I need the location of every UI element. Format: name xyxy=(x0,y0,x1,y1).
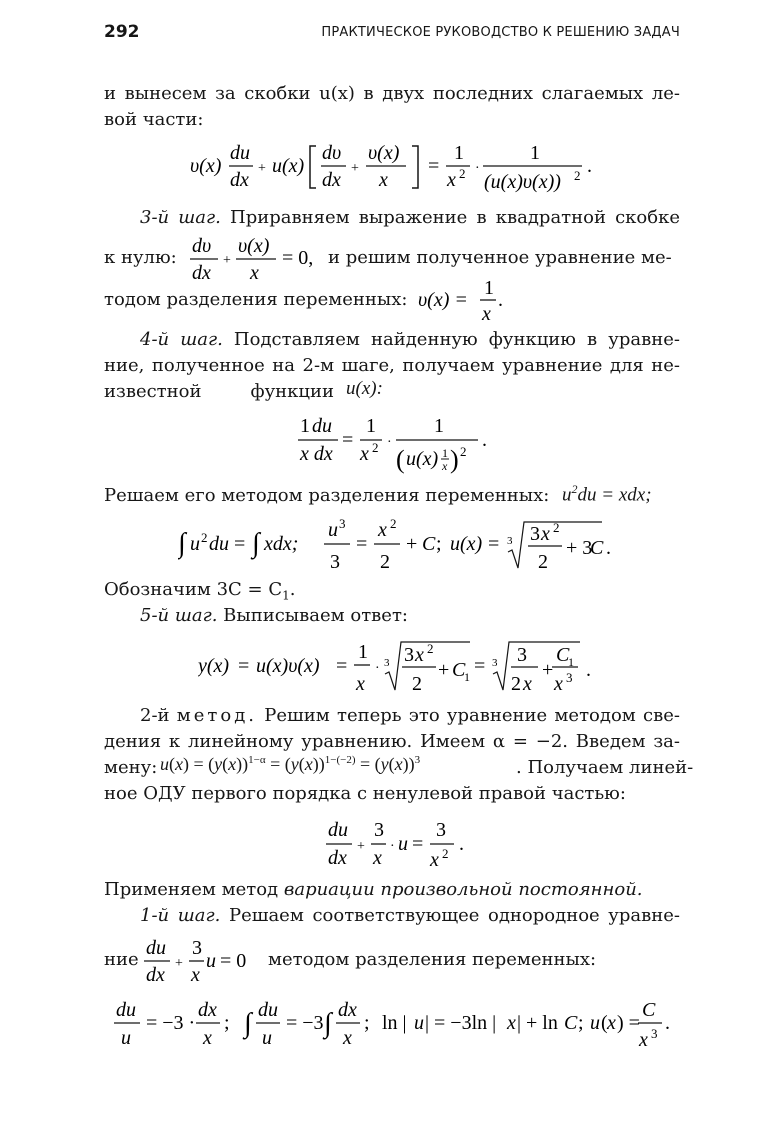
svg-text:dx: dx xyxy=(328,847,347,869)
svg-text:x: x xyxy=(378,519,387,541)
svg-text:dx: dx xyxy=(230,169,249,191)
svg-text:dυ: dυ xyxy=(192,235,212,257)
svg-text:x: x xyxy=(541,523,550,545)
svg-text:=: = xyxy=(234,533,246,555)
text-line: Решаем его методом разделения переменных: xyxy=(104,485,550,506)
svg-text:x: x xyxy=(373,847,382,869)
svg-text:+: + xyxy=(258,161,266,176)
svg-text:du: du xyxy=(312,415,332,437)
svg-text:2: 2 xyxy=(442,846,449,861)
svg-text:= 0: = 0 xyxy=(220,950,247,972)
text-line: известной функции xyxy=(104,381,334,402)
svg-text:1: 1 xyxy=(484,277,494,299)
svg-text:υ(x) =: υ(x) = xyxy=(418,289,468,311)
svg-text:C: C xyxy=(564,1012,578,1034)
svg-text:+: + xyxy=(357,839,365,854)
formula-v-solution xyxy=(418,276,518,326)
step-label: 4-й шаг. xyxy=(140,329,223,350)
formula-separation xyxy=(112,994,672,1056)
svg-text:;: ; xyxy=(578,1012,584,1034)
running-title: ПРАКТИЧЕСКОЕ РУКОВОДСТВО К РЕШЕНИЮ ЗАДАЧ xyxy=(321,25,680,40)
svg-text:u(x): u(x) xyxy=(406,448,439,470)
svg-text:υ(x): υ(x) xyxy=(368,142,400,164)
svg-text:=: = xyxy=(238,655,250,677)
svg-text:·: · xyxy=(475,161,480,176)
text-line: 4-й шаг. Подставляем найденную функцию в уравне- xyxy=(140,329,680,350)
svg-text:+: + xyxy=(175,956,183,971)
svg-text:u: u xyxy=(398,833,408,855)
svg-text:·: · xyxy=(375,661,380,676)
svg-text:x: x xyxy=(430,849,439,871)
svg-text:u: u xyxy=(328,519,338,541)
svg-text:2: 2 xyxy=(372,440,379,455)
svg-text:= −3 ·: = −3 · xyxy=(146,1012,196,1034)
text-line: методом разделения переменных: xyxy=(268,949,597,970)
svg-text:du: du xyxy=(258,999,278,1021)
svg-text:x: x xyxy=(639,1029,648,1051)
svg-text:y(x): y(x) xyxy=(198,655,230,677)
svg-text:=: = xyxy=(342,429,354,451)
svg-text:2: 2 xyxy=(538,551,548,573)
text-line: 1-й шаг. Решаем соответствующее однородное уравне- xyxy=(140,905,680,926)
svg-text:C: C xyxy=(452,659,466,681)
text-line: Применяем метод вариации произвольной постоянной. xyxy=(104,879,643,900)
svg-text:x: x xyxy=(523,673,532,695)
svg-text:=: = xyxy=(336,655,348,677)
svg-text:| + ln: | + ln xyxy=(517,1012,558,1034)
svg-text:x: x xyxy=(507,1012,516,1034)
svg-text:dx: dx xyxy=(146,964,165,986)
svg-text:u(x): u(x) xyxy=(272,155,305,177)
svg-text:x: x xyxy=(356,673,365,695)
svg-text:2: 2 xyxy=(412,673,422,695)
svg-text:2: 2 xyxy=(459,166,466,181)
svg-text:3: 3 xyxy=(192,937,202,959)
svg-text:dx: dx xyxy=(198,999,217,1021)
svg-text:) =: ) = xyxy=(617,1012,640,1034)
svg-text:∫: ∫ xyxy=(324,1008,332,1039)
svg-text:C: C xyxy=(590,537,604,559)
svg-text:x: x xyxy=(343,1027,352,1049)
svg-text:.: . xyxy=(587,155,592,177)
svg-text:3: 3 xyxy=(517,644,527,666)
formula-u-equation xyxy=(296,410,506,480)
svg-text:| = −3ln |: | = −3ln | xyxy=(425,1012,497,1034)
svg-text:3: 3 xyxy=(436,819,446,841)
text-line: 3-й шаг. Приравняем выражение в квадратной скобке xyxy=(140,207,681,228)
svg-text:2: 2 xyxy=(553,520,560,535)
text-line: тодом разделения переменных: xyxy=(104,289,408,310)
svg-text:.: . xyxy=(482,429,487,451)
svg-text:C: C xyxy=(642,999,656,1021)
svg-text:3: 3 xyxy=(384,657,390,669)
svg-text:u: u xyxy=(190,533,200,555)
svg-text:2: 2 xyxy=(201,530,208,545)
svg-text:1: 1 xyxy=(568,655,574,669)
svg-text:+ 3: + 3 xyxy=(566,537,593,559)
svg-text:x: x xyxy=(415,644,424,666)
svg-text:dx: dx xyxy=(192,262,211,284)
svg-text:2: 2 xyxy=(380,551,390,573)
svg-text:x: x xyxy=(379,169,388,191)
text-line: ние, полученное на 2-м шаге, получаем уравнение для не- xyxy=(104,355,680,376)
text-line: ное ОДУ первого порядка с ненулевой правой частью: xyxy=(104,783,626,804)
inline-formula: u(x): xyxy=(346,378,383,399)
step-label: 3-й шаг. xyxy=(140,207,221,228)
svg-text:∫: ∫ xyxy=(178,528,186,559)
svg-text:u(x)υ(x): u(x)υ(x) xyxy=(256,655,320,677)
svg-text:;: ; xyxy=(364,1012,370,1034)
formula-homogeneous xyxy=(144,934,264,988)
svg-text:(: ( xyxy=(601,1012,608,1034)
svg-text:xdx;: xdx; xyxy=(264,533,299,555)
formula-linear-ode xyxy=(324,816,484,876)
svg-text:du: du xyxy=(146,937,166,959)
svg-text:x: x xyxy=(482,303,491,325)
text-line: . Получаем линей- xyxy=(516,757,694,778)
svg-text:3: 3 xyxy=(651,1026,658,1041)
svg-text:(u(x)υ(x)): (u(x)υ(x)) xyxy=(484,171,561,193)
svg-text:.: . xyxy=(586,659,591,681)
svg-text:∫: ∫ xyxy=(244,1008,252,1039)
svg-text:3: 3 xyxy=(530,523,540,545)
svg-text:2: 2 xyxy=(460,444,467,459)
svg-text:x: x xyxy=(447,169,456,191)
text-line: 5-й шаг. Выписываем ответ: xyxy=(140,605,408,626)
svg-text:1: 1 xyxy=(434,415,444,437)
text-line: 2-й метод. Решим теперь это уравнение методом све- xyxy=(140,705,680,726)
svg-text:): ) xyxy=(450,445,459,474)
svg-text:x: x xyxy=(250,262,259,284)
svg-text:;: ; xyxy=(436,533,442,555)
svg-text:x dx: x dx xyxy=(300,443,333,465)
svg-text:= −3: = −3 xyxy=(286,1012,324,1034)
svg-text:∫: ∫ xyxy=(252,528,260,559)
svg-text:u: u xyxy=(590,1012,600,1034)
svg-text:1: 1 xyxy=(366,415,376,437)
svg-text:du: du xyxy=(116,999,136,1021)
svg-text:ln |: ln | xyxy=(382,1012,407,1034)
svg-text:du: du xyxy=(230,142,250,164)
svg-text:x: x xyxy=(442,459,448,473)
svg-text:dx: dx xyxy=(322,169,341,191)
svg-text:.: . xyxy=(665,1012,670,1034)
svg-text:x: x xyxy=(191,964,200,986)
svg-text:= 0,: = 0, xyxy=(282,247,314,269)
formula-bracket-equation xyxy=(190,138,610,200)
svg-text:1: 1 xyxy=(442,446,448,460)
svg-text:+: + xyxy=(542,659,554,681)
text-line: и решим полученное уравнение ме- xyxy=(328,247,672,268)
svg-text:·: · xyxy=(390,839,395,854)
page-number: 292 xyxy=(104,22,140,42)
svg-text:x: x xyxy=(360,443,369,465)
svg-text:+: + xyxy=(406,533,418,555)
text-line: Обозначим $3C = C_1$. xyxy=(104,579,296,603)
svg-text:3: 3 xyxy=(339,516,346,531)
svg-text:+: + xyxy=(438,659,450,681)
svg-text:=: = xyxy=(488,533,500,555)
svg-text:2: 2 xyxy=(574,168,581,183)
text-line: к нулю: xyxy=(104,247,177,268)
inline-formula: $u^2du$ = xdx; xyxy=(562,482,652,506)
svg-text:=: = xyxy=(474,655,486,677)
svg-text:2: 2 xyxy=(427,641,434,656)
svg-text:1: 1 xyxy=(454,142,464,164)
svg-text:1: 1 xyxy=(300,415,310,437)
text-line: ние xyxy=(104,949,139,970)
svg-text:3: 3 xyxy=(330,551,340,573)
text-line: вой части: xyxy=(104,109,204,130)
svg-text:+: + xyxy=(351,161,359,176)
svg-text:du: du xyxy=(209,533,229,555)
svg-text:.: . xyxy=(606,537,611,559)
svg-text:x: x xyxy=(607,1012,616,1034)
svg-text:3: 3 xyxy=(492,657,498,669)
svg-text:u: u xyxy=(262,1027,272,1049)
svg-text:2: 2 xyxy=(511,673,521,695)
svg-text:1: 1 xyxy=(358,641,368,663)
formula-zero-bracket xyxy=(186,232,326,286)
step-label: 1-й шаг. xyxy=(140,905,221,926)
text-line: мену: xyxy=(104,757,158,778)
svg-text:u: u xyxy=(206,950,216,972)
svg-text:3: 3 xyxy=(404,644,414,666)
svg-text:.: . xyxy=(459,833,464,855)
svg-text:1: 1 xyxy=(464,670,470,684)
svg-text:(: ( xyxy=(396,445,405,474)
svg-text:3: 3 xyxy=(374,819,384,841)
text-line: и вынесем за скобки u(x) в двух последних слагаемых ле- xyxy=(104,83,680,104)
step-label: 5-й шаг. xyxy=(140,605,218,626)
svg-text:=: = xyxy=(412,833,424,855)
svg-text:du: du xyxy=(328,819,348,841)
svg-text:;: ; xyxy=(224,1012,230,1034)
svg-text:3: 3 xyxy=(566,670,573,685)
svg-text:+: + xyxy=(223,253,231,268)
page-header xyxy=(104,22,680,50)
svg-text:dx: dx xyxy=(338,999,357,1021)
svg-text:υ(x): υ(x) xyxy=(238,235,270,257)
formula-integrals xyxy=(178,514,618,576)
svg-text:u: u xyxy=(414,1012,424,1034)
svg-text:x: x xyxy=(203,1027,212,1049)
svg-text:2: 2 xyxy=(390,516,397,531)
svg-text:·: · xyxy=(387,435,392,450)
svg-text:C: C xyxy=(422,533,436,555)
svg-text:=: = xyxy=(428,155,440,177)
inline-formula: $u(x) = (y(x))^{1-\alpha} = (y(x))^{1-(-2)} = (y(x))^3$ xyxy=(160,754,421,774)
svg-text:x: x xyxy=(554,673,563,695)
svg-text:=: = xyxy=(356,533,368,555)
svg-text:C: C xyxy=(556,644,570,666)
svg-text:.: . xyxy=(498,289,503,311)
svg-text:u(x): u(x) xyxy=(450,533,483,555)
svg-text:υ(x): υ(x) xyxy=(190,155,222,177)
svg-text:dυ: dυ xyxy=(322,142,342,164)
formula-answer xyxy=(198,634,608,698)
text-line: дения к линейному уравнению. Имеем α = −2. Введем за- xyxy=(104,731,680,752)
svg-text:1: 1 xyxy=(530,142,540,164)
svg-text:u: u xyxy=(121,1027,131,1049)
svg-text:3: 3 xyxy=(507,535,513,547)
